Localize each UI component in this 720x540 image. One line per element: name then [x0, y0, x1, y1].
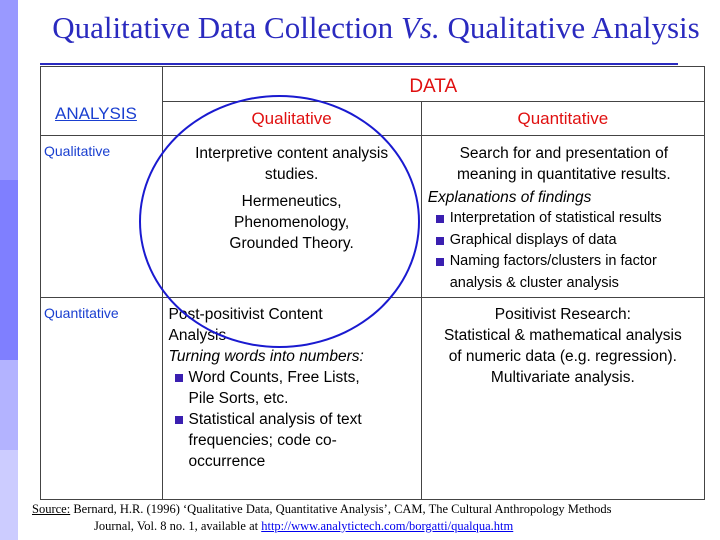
slide-sidebar: [0, 0, 18, 540]
source-label: Source:: [32, 502, 71, 516]
title-vs: Vs.: [400, 10, 440, 45]
citation-line-1: [32, 501, 712, 518]
list-item: Naming factors/clusters in factor analysis & cluster analysis: [436, 251, 700, 294]
data-header-cell: [162, 67, 704, 102]
cell-qual-quant: [421, 136, 704, 298]
col-header-quantitative: Quantitative: [421, 102, 704, 136]
bullet-list: [436, 208, 700, 294]
cell-text: Post-positivist Content Analysis: [168, 306, 323, 344]
title-part2: Qualitative Analysis: [439, 10, 700, 45]
title-underline: [40, 63, 678, 65]
title-part1: Qualitative Data Collection: [52, 10, 401, 45]
cell-quant-quant: [421, 298, 704, 500]
cell-text: Multivariate analysis.: [490, 369, 635, 386]
cell-qual-qual: [162, 136, 421, 298]
cell-italic: Explanations of findings: [427, 189, 592, 206]
citation-text: Bernard, H.R. (1996) ‘Qualitative Data, Quantitative Analysis’, CAM, The Cultural Anthropology Methods: [70, 502, 612, 516]
sidebar-block: [0, 360, 18, 450]
citation-text: Journal, Vol. 8 no. 1, available at: [94, 519, 262, 533]
source-citation: [32, 501, 712, 535]
analysis-label: ANALYSIS: [55, 104, 137, 123]
row-label-qualitative: Qualitative: [41, 136, 163, 298]
cell-text: Statistical & mathematical analysis of numeric data (e.g. regression).: [443, 327, 682, 365]
cell-text: Positivist Research:: [494, 306, 631, 323]
slide-title: [46, 10, 706, 46]
analysis-matrix: [40, 66, 705, 500]
citation-line-2: [32, 518, 712, 535]
citation-link[interactable]: http://www.analytictech.com/borgatti/qualqua.htm: [261, 519, 514, 533]
bullet-list: [175, 367, 415, 472]
list-item: Interpretation of statistical results: [436, 208, 700, 230]
list-item: Statistical analysis of text frequencies; code co-occurrence: [175, 409, 365, 472]
sidebar-block: [0, 180, 18, 360]
cell-quant-qual: [162, 298, 421, 500]
data-label: DATA: [409, 76, 458, 97]
col-header-qualitative: Qualitative: [162, 102, 421, 136]
list-item: Graphical displays of data: [436, 230, 700, 252]
cell-text: Hermeneutics, Phenomenology, Grounded Theory.: [229, 193, 354, 252]
sidebar-block: [0, 0, 18, 180]
row-label-quantitative: Quantitative: [41, 298, 163, 500]
sidebar-block: [0, 450, 18, 540]
cell-text: Search for and presentation of meaning in quantitative results.: [457, 145, 671, 183]
analysis-header-cell: [41, 67, 163, 136]
cell-italic: Turning words into numbers:: [168, 348, 364, 365]
list-item: Word Counts, Free Lists, Pile Sorts, etc.: [175, 367, 365, 409]
cell-text: Interpretive content analysis studies.: [195, 145, 389, 183]
